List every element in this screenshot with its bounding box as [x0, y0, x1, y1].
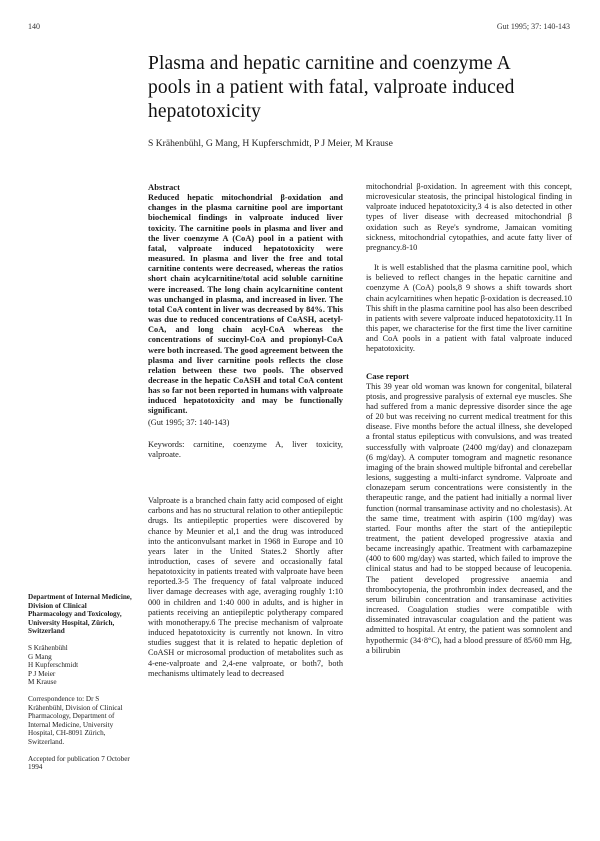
left-text-column	[148, 182, 343, 679]
body-paragraph: It is well established that the plasma carnitine pool, which is believed to reflect changes in the hepatic carnitine and coenzyme A (CoA) pools,8 9 shows a shift towards short chain acylcarnitines when hepatic β-oxidation is decreased.10 This shift in the plasma carnitine pool has also been described in patients with severe valproate induced hepatotoxicity.11 In this paper, we characterise for the first time the liver carnitine and CoA pools in a patient with fatal valproate induced hepatotoxicity.	[366, 263, 572, 354]
keywords: Keywords: carnitine, coenzyme A, liver toxicity, valproate.	[148, 439, 343, 459]
case-report-heading: Case report	[366, 370, 410, 381]
department-affiliation: Department of Internal Medicine, Division of Clinical Pharmacology and Toxicology, University Hospital, Zürich, Switzerland	[28, 593, 132, 636]
article-title: Plasma and hepatic carnitine and coenzyme A pools in a patient with fatal, valproate induced hepatotoxicity	[148, 53, 515, 122]
page-number: 140	[28, 22, 40, 31]
abstract-citation: (Gut 1995; 37: 140-143)	[148, 417, 230, 427]
abstract-text: Reduced hepatic mitochondrial β-oxidation and changes in the plasma carnitine pool are important biochemical findings in valproate induced liver toxicity. The carnitine pools in plasma and liver and the liver coenzyme A (CoA) pool in a patient with fatal, valproate induced hepatotoxicity were measured. In plasma and liver the free and total carnitine contents were decreased, whereas the ratios short chain acylcarnitine/total acid soluble carnitine were increased. The long chain acylcarnitine content was unchanged in plasma, and increased in liver. The total CoA content in liver was decreased by 84%. This was due to reduced concentrations of CoASH, acetyl-CoA, and long chain acyl-CoA whereas the concentrations of succinyl-CoA and propionyl-CoA were both increased. The good agreement between the plasma and liver carnitine pools reflects the close relation between these two pools. The observed decrease in the hepatic CoASH and total CoA content has so far not been reported in humans with valproate induced hepatotoxicity and may be functionally significant.	[148, 193, 343, 416]
body-paragraph: mitochondrial β-oxidation. In agreement with this concept, microvesicular steatosis, the principal histological finding in valproate induced hepatotoxicity,3 4 is also detected in other types of liver disease with decreased mitochondrial β oxidation such as Reye's syndrome, Jamaican vomiting sickness, mitochondrial cytopathies, and acute fatty liver of pregnancy.8-10	[366, 182, 572, 252]
author-affiliation-sidebar	[28, 593, 132, 780]
affiliation-author: S Krähenbühl	[28, 643, 68, 652]
case-report-text: This 39 year old woman was known for congenital, bilateral ptosis, and progressive paralysis of external eye muscles. She had suffered from a manic depressive disorder since the age of 20 but was receiving no current medical treatment for this disease. Five months before the actual illness, she developed a frontal status epilepticus with convulsions, and was treated successfully with valproate (2400 mg/day) and clonazepam (6 mg/day). A computer tomogram and magnetic resonance imaging of the brain showed multiple bifrontal and cerebellar lesions, suggesting a multi-infarct syndrome. Valproate and clonazepam serum concentrations were consistently in the therapeutic range, and the patient had initially a normal liver function (normal transaminase activity and no cholestasis). At the same time, treatment with aspirin (100 mg/day) was started. Four months after the start of the antiepileptic treatment, the patient developed progressive ataxia and became increasingly apathic. Treatment with carbamazepine (400 to 600 mg/day) was started, which failed to improve the clinical status and had to be stopped because of leucopenia. The patient developed progressive anaemia and thrombocytopenia, the prothrombin index decreased, and the serum bilirubin concentration and transaminase activities increased. Coagulation studies were compatible with disseminated intravascular coagulation and the patient was admitted to hospital. At entry, the patient was somnolent and hypothermic (34·8°C), had a blood pressure of 85/60 mm Hg, a bilirubin	[366, 381, 572, 655]
affiliation-authors	[28, 644, 132, 687]
affiliation-author: P J Meier	[28, 669, 56, 678]
accepted-date: Accepted for publication 7 October 1994	[28, 754, 130, 772]
affiliation-author: H Kupferschmidt	[28, 661, 79, 670]
journal-reference: Gut 1995; 37: 140-143	[496, 22, 570, 31]
abstract-heading: Abstract	[148, 182, 180, 192]
introduction-text: Valproate is a branched chain fatty acid composed of eight carbons and has no structural relation to other antiepileptic drugs. Its antiepileptic properties were discovered by chance by Meunier et al,1 and the drug was introduced into the anticonvulsant market in 1968 in Europe and 10 years later in the United States.2 Shortly after introduction, cases of severe and occasionally fatal hepatotoxicity in patients treated with valproate have been reported.3-5 The frequency of fatal valproate induced liver damage decreases with age, averaging roughly 1:10 000 in children and 1:40 000 in adults, and is higher in patients receiving an antiepileptic polytherapy compared with monotherapy.6 The precise mechanism of valproate induced hepatotoxicity is currently not known. In vitro studies suggest that it is related to hepatic depletion of CoASH or microsomal production of metabolites such as 4-ene-valproate and 2,4-ene valproate, or both7, both mechanisms ultimately lead to decreased	[148, 496, 343, 678]
author-list: S Krähenbühl, G Mang, H Kupferschmidt, P J Meier, M Krause	[148, 138, 393, 149]
right-text-column	[366, 182, 572, 656]
affiliation-author: M Krause	[28, 678, 57, 687]
correspondence-address: Correspondence to: Dr S Krähenbühl, Division of Clinical Pharmacology, Department of Internal Medicine, University Hospital, CH-8091 Zürich, Switzerland.	[28, 694, 123, 746]
affiliation-author: G Mang	[28, 652, 52, 661]
